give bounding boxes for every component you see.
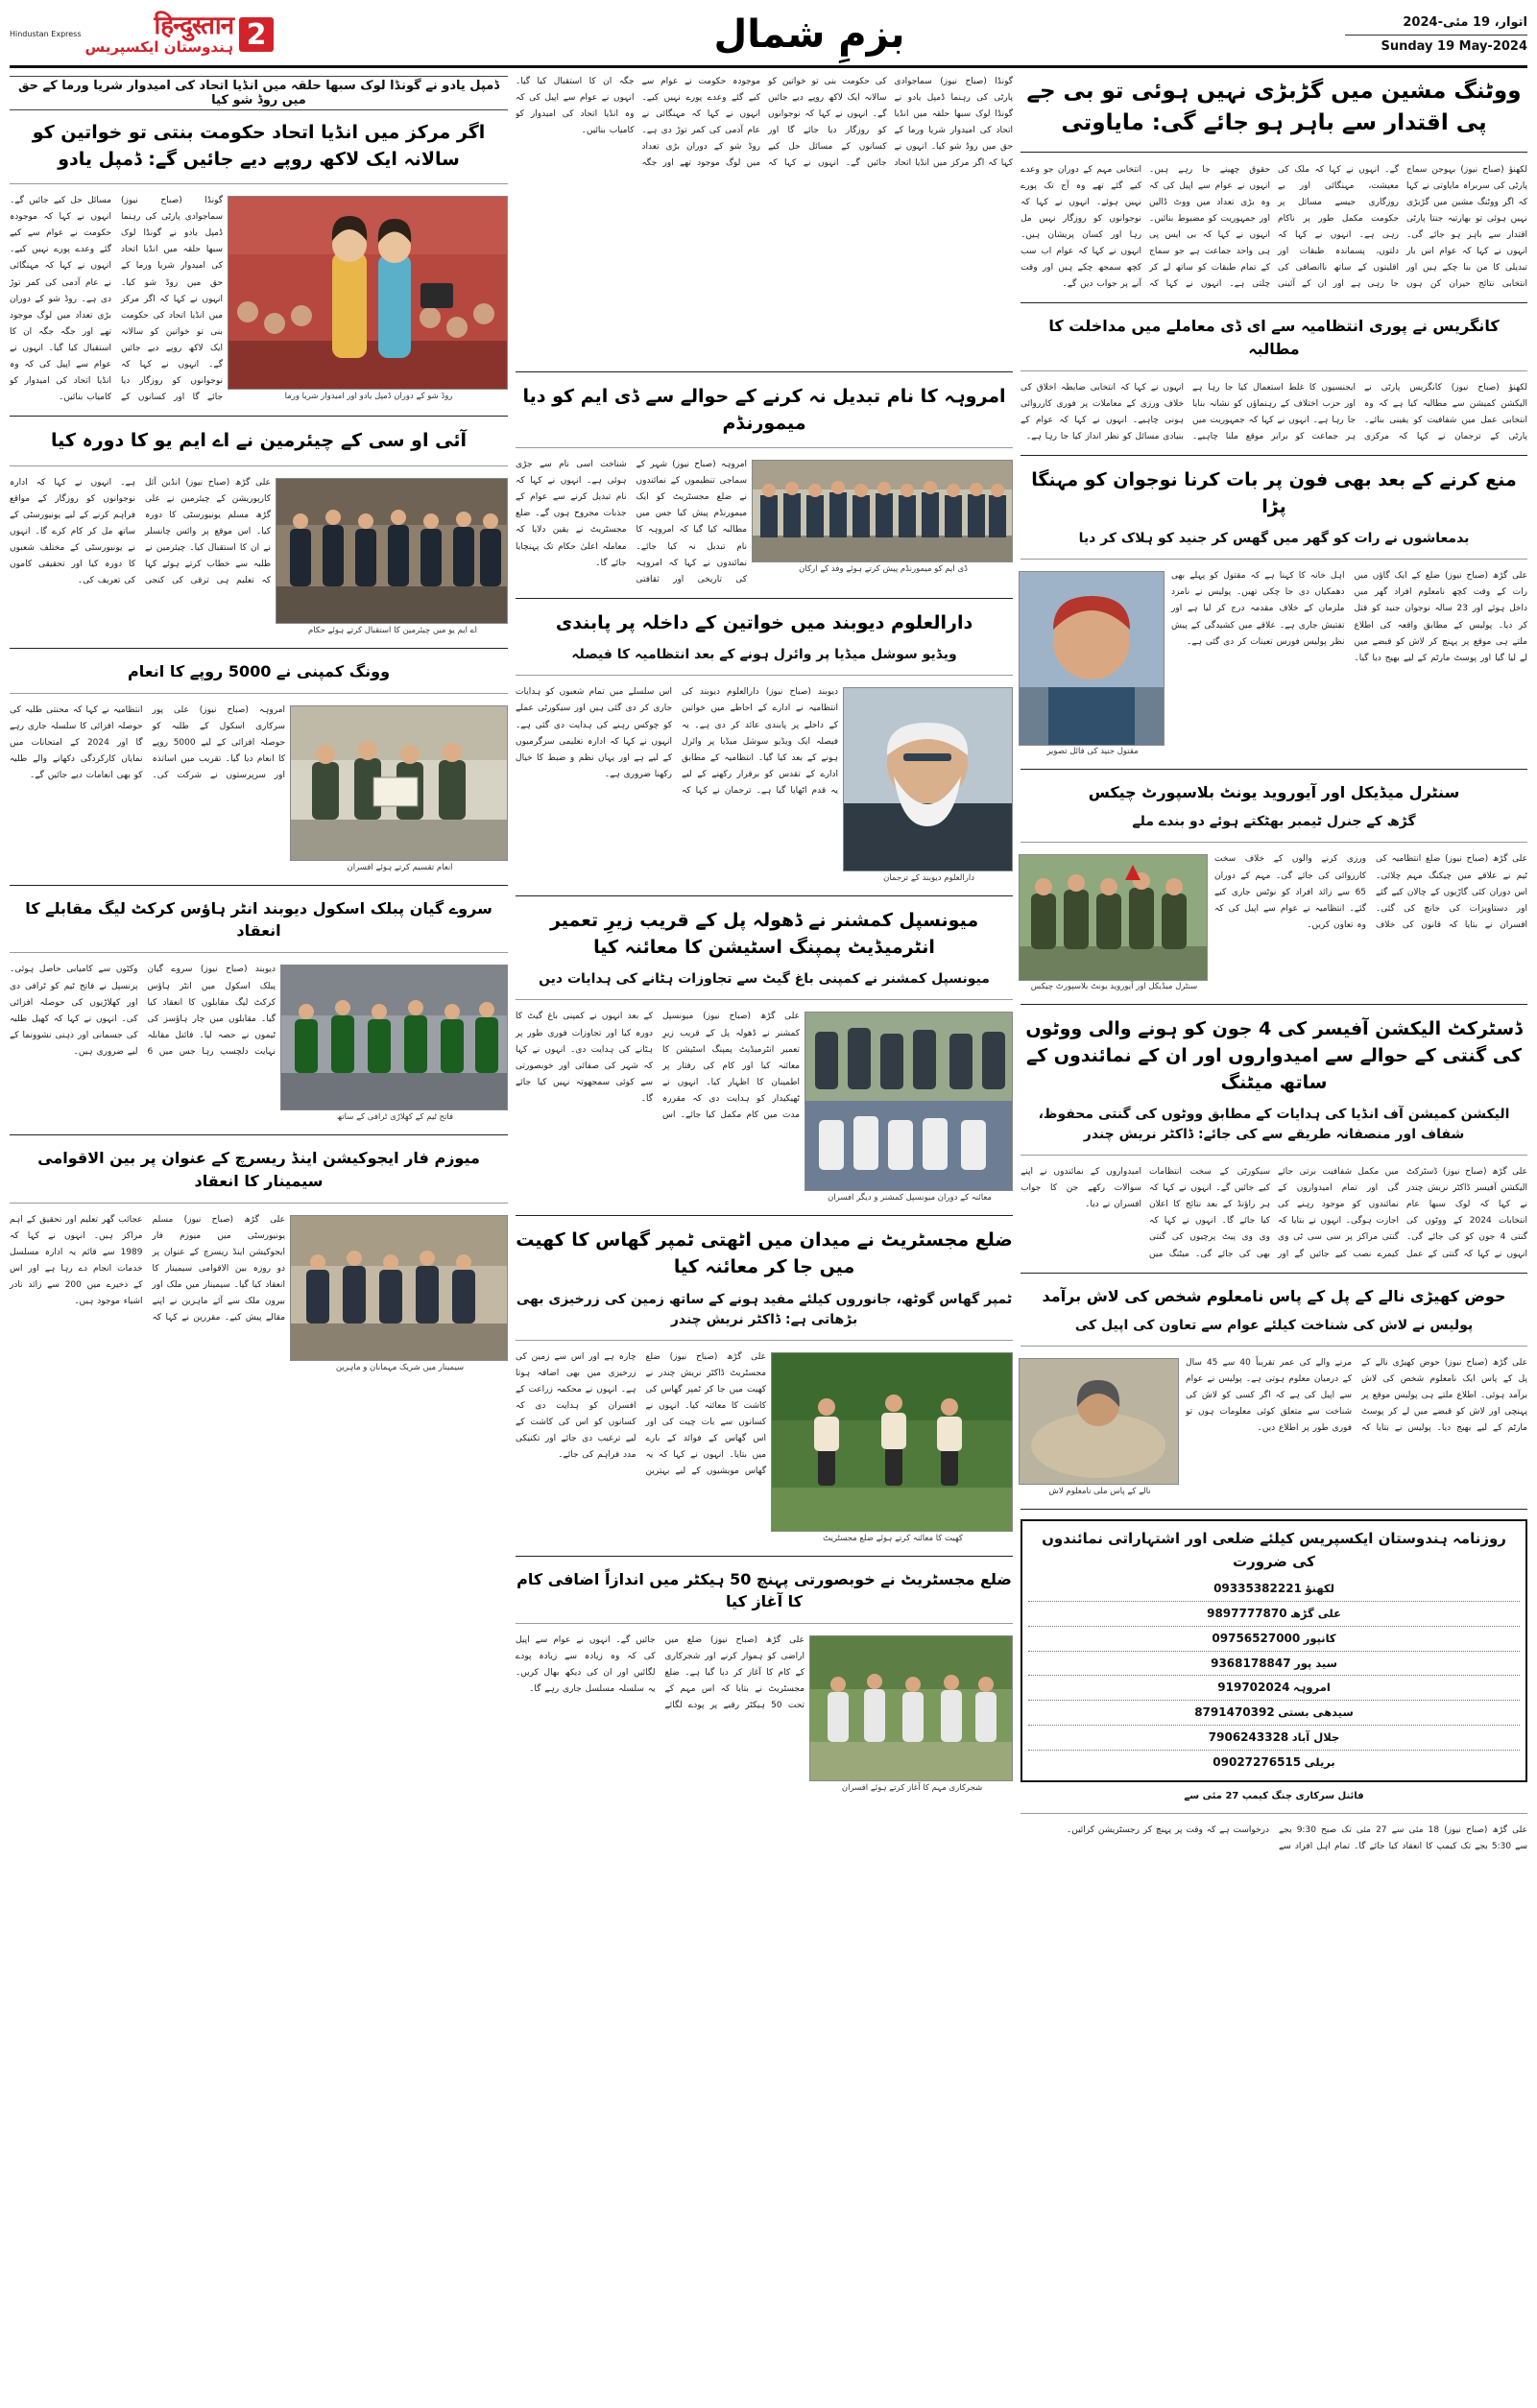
story2-flow bbox=[10, 475, 508, 638]
story1-figure bbox=[754, 460, 1013, 585]
story3-flow bbox=[1021, 568, 1527, 759]
story2-headline: دارالعلوم دیوبند میں خواتین کے داخلہ پر پابندی bbox=[555, 611, 973, 633]
story6-figure bbox=[1021, 1358, 1179, 1496]
story4-flow bbox=[516, 1349, 1013, 1546]
brand-urdu: ہندوستان ایکسپریس bbox=[84, 38, 233, 56]
ad-entry bbox=[1028, 1602, 1520, 1627]
story3-headline: منع کرنے کے بعد بھی فون پر بات کرنا نوجوان کو مہنگا پڑا bbox=[1031, 469, 1517, 517]
story3-subhead: بدمعاشوں نے رات کو گھر میں گھس کر جنید کو ہلاک کر دیا bbox=[1078, 531, 1470, 547]
ad-entry bbox=[1028, 1627, 1520, 1652]
ad-city: بریلی bbox=[1304, 1755, 1335, 1770]
notice-title: فائنل سرکاری چنگ کیمپ 27 مئی سے bbox=[1184, 1790, 1364, 1801]
ad-phone: 9368178847 bbox=[1211, 1656, 1291, 1670]
masthead-title-wrap bbox=[274, 8, 1345, 61]
ad-city: سید پور bbox=[1294, 1656, 1337, 1670]
column-right bbox=[1021, 74, 1527, 1855]
photo-dimple-yadav-roadshow bbox=[228, 196, 508, 390]
ad-entry bbox=[1028, 1676, 1520, 1701]
story5-caption: سیمینار میں شریک مہمانان و ماہرین bbox=[335, 1362, 465, 1372]
ad-entry bbox=[1028, 1652, 1520, 1677]
story4-headline: سروے گیان پبلک اسکول دیوبند انٹر ہاؤس کرکٹ لیگ مقابلے کا انعقاد bbox=[25, 899, 492, 941]
story5-headline: ضلع مجسٹریٹ نے خوبصورتی پہنچ 50 ہیکٹر میں اندازاً اضافی کام کا آغاز کیا bbox=[516, 1569, 1012, 1610]
ad-city: علی گڑھ bbox=[1290, 1606, 1341, 1620]
date-urdu: اتوار، 19 مئی-2024 bbox=[1345, 13, 1527, 36]
story6-headline: حوض کھیڑی نالے کے پل کے پاس نامعلوم شخص کی لاش برآمد bbox=[1042, 1286, 1506, 1305]
ad-phone: 09756527000 bbox=[1212, 1631, 1301, 1645]
story1-figure bbox=[229, 196, 508, 403]
story4-figure bbox=[282, 965, 508, 1122]
story3-caption: انعام تقسیم کرتے ہوئے افسران bbox=[347, 863, 453, 873]
photo-field-inspection bbox=[771, 1352, 1013, 1532]
ad-city: جلال آباد bbox=[1291, 1730, 1340, 1745]
story4-body: علی گڑھ (صباح نیوز) ضلع انتظامیہ کی ٹیم نے علاقے میں چیکنگ مہم چلائی۔ اس دوران کئی گاڑیوں کے چالان کیے گئے اور دستاویزات کی جانچ کی گئی۔ افسران نے بتایا کہ قانون کی خلاف ورزی کرنے والوں کے خلاف سخت کارروائی کی جائے گی۔ مہم کے دوران 65 سے زائد افراد کو نوٹس جاری کیے گئے۔ انتظامیہ نے عوام سے اپیل کی کہ وہ تعاون کریں۔ bbox=[1214, 854, 1527, 930]
story3-headline: میونسپل کمشنر نے ڈھولہ پل کے قریب زیرِ تعمیر انٹرمیڈیٹ پمپنگ اسٹیشن کا معائنہ کیا bbox=[549, 910, 979, 958]
story1-caption: روڈ شو کے دوران ڈمپل یادو اور امیدوار شریا ورما bbox=[284, 392, 453, 402]
ad-phone: 09027276515 bbox=[1213, 1755, 1302, 1770]
story5-body: علی گڑھ (صباح نیوز) ڈسٹرکٹ الیکشن آفیسر ڈاکٹر نریش چندر نے کہا کہ لوک سبھا عام انتخابات 2024 کے ووٹوں کی گنتی 4 جون کو کی جائے گی۔ انہوں نے کہا کہ گنتی کے عمل میں مکمل شفافیت برتی جائے گی اور تمام امیدواروں کے نمائندوں کو موجود رہنے کی اجازت ہوگی۔ انہوں نے بتایا کہ گنتی مراکز پر سی سی ٹی وی کیمرے نصب کیے جائیں گے اور سیکورٹی کے سخت انتظامات کیے جائیں گے۔ انہوں نے کہا کہ ہر راؤنڈ کے بعد نتائج کا اعلان کیا جائے گا۔ انہوں نے کہا کہ وی وی پیٹ پرچیوں کی گنتی بھی کی جائے گی۔ میٹنگ میں امیدواروں کے نمائندوں نے اپنے سوالات رکھے جن کا جواب افسران نے دیا۔ bbox=[1021, 1167, 1527, 1259]
photo-plantation-drive bbox=[809, 1635, 1013, 1781]
story2-body: دیوبند (صباح نیوز) دارالعلوم دیوبند کی انتظامیہ نے ادارے کے احاطے میں خواتین کے داخلے پر پابندی عائد کر دی ہے۔ یہ فیصلہ ایک ویڈیو سوشل میڈیا پر وائرل ہونے کے بعد کیا گیا۔ انتظامیہ کے مطابق ادارے کے تقدس کو برقرار رکھنے کے لیے یہ قدم اٹھایا گیا ہے۔ ترجمان نے کہا کہ اس سلسلے میں تمام شعبوں کو ہدایات جاری کر دی گئی ہیں اور سیکورٹی عملے کو چوکس رہنے کی ہدایت دی گئی ہے۔ انہوں نے کہا کہ ادارہ تعلیمی سرگرمیوں کے لیے ہے اور یہاں نظم و ضبط کا خیال رکھنا ضروری ہے۔ bbox=[516, 687, 839, 796]
lead-headline: ووٹنگ مشین میں گڑبڑی نہیں ہوئی تو بی جے پی اقتدار سے باہر ہو جائے گی: مایاوتی bbox=[1026, 79, 1522, 136]
story2-figure bbox=[845, 687, 1013, 883]
story2-headline: آئی او سی کے چیئرمین نے اے ایم یو کا دورہ کیا bbox=[51, 430, 467, 452]
story5-flow bbox=[10, 1212, 508, 1375]
masthead-brand bbox=[10, 8, 274, 61]
photo-unidentified-body bbox=[1019, 1358, 1179, 1485]
story3-flow bbox=[516, 1009, 1013, 1205]
story4-subhead: گڑھ کے جنرل ٹیمبر بھٹکتے ہوئے دو بندے ملے bbox=[1132, 814, 1416, 830]
photo-police-group bbox=[1019, 854, 1208, 981]
story4-caption: فاتح ٹیم کے کھلاڑی ٹرافی کے ساتھ bbox=[336, 1112, 454, 1123]
story2-body: علی گڑھ (صباح نیوز) انڈین آئل کارپوریشن کے چیئرمین نے علی گڑھ مسلم یونیورسٹی کا دورہ کیا۔ اس موقع پر وائس چانسلر نے ان کا استقبال کیا۔ چیئرمین نے طلبہ سے خطاب کرتے ہوئے کہا کہ تعلیم ہی ترقی کی کنجی ہے۔ انہوں نے کہا کہ ادارہ نوجوانوں کو روزگار کے مواقع فراہم کرنے کے لیے یونیورسٹی کے ساتھ مل کر کام کرے گا۔ انہوں نے یونیورسٹی کے مختلف شعبوں کا دورہ کیا اور تحقیقی کاموں کی تعریف کی۔ bbox=[10, 477, 272, 586]
story5-headline: میوزم فار ایجوکیشن اینڈ ریسرچ کے عنوان پر بین الاقوامی سیمینار کا انعقاد bbox=[37, 1149, 480, 1190]
ad-entry bbox=[1028, 1701, 1520, 1726]
story2-headline: کانگریس نے پوری انتظامیہ سے ای ڈی معاملے میں مداخلت کا مطالبہ bbox=[1048, 317, 1500, 358]
story2-caption: دارالعلوم دیوبند کے ترجمان bbox=[883, 873, 974, 884]
story6-caption: نالے کے پاس ملی نامعلوم لاش bbox=[1048, 1486, 1151, 1496]
story1-flow bbox=[516, 457, 1013, 588]
story6-subhead: پولیس نے لاش کی شناخت کیلئے عوام سے تعاون کی اپیل کی bbox=[1074, 1317, 1474, 1333]
brand-logo bbox=[10, 13, 233, 56]
photo-memorandum-delegation bbox=[752, 460, 1013, 562]
story3-body: علی گڑھ (صباح نیوز) ضلع کے ایک گاؤں میں رات کے وقت کچھ نامعلوم افراد گھر میں داخل ہوئے اور 23 سالہ نوجوان جنید کو قتل کر دیا۔ پولیس کے مطابق واقعہ کی اطلاع ملتے ہی موقع پر پہنچ کر لاش کو قبضے میں لے لیا گیا اور پوسٹ مارٹم کے لیے بھیج دیا گیا۔ اہل خانہ کا کہنا ہے کہ مقتول کو پہلے بھی دھمکیاں دی جا چکی تھیں۔ پولیس نے نامزد ملزمان کے خلاف مقدمہ درج کر لیا ہے اور تفتیش جاری ہے۔ علاقے میں کشیدگی کے پیش نظر پولیس فورس تعینات کر دی گئی ہے۔ bbox=[1171, 571, 1527, 663]
lead-body: لکھنؤ (صباح نیوز) بہوجن سماج پارٹی کی سربراہ مایاوتی نے کہا کہ اگر ووٹنگ مشین میں گڑبڑی نہیں ہوئی تو بھارتیہ جنتا پارٹی اقتدار سے باہر ہو جائے گی۔ انہوں نے کہا کہ عوام اس بار تبدیلی کا من بنا چکے ہیں اور انتخابی نتائج حیران کن ہوں گے۔ انہوں نے کہا کہ ملک کی معیشت، مہنگائی اور بے روزگاری جیسے مسائل پر حکومت مکمل طور پر ناکام رہی ہے۔ انہوں نے کہا کہ دلتوں، پسماندہ طبقات اور اقلیتوں کے ساتھ ناانصافی کی جا رہی ہے اور ان کے آئینی حقوق چھینے جا رہے ہیں۔ انہوں نے عوام سے اپیل کی کہ وہ بڑی تعداد میں ووٹ ڈالیں اور جمہوریت کو مضبوط بنائیں۔ انہوں نے کہا کہ بی ایس پی ہی واحد جماعت ہے جو سماج کے تمام طبقات کو ساتھ لے کر چلتی ہے۔ انہوں نے کہا کہ انتخابی مہم کے دوران جو وعدے کیے گئے تھے وہ آج تک پورے نہیں ہوئے۔ انہوں نے کہا کہ نوجوانوں کو روزگار نہیں مل رہا اور کسان پریشان ہیں۔ انہوں نے کہا کہ عوام اب سب کچھ سمجھ چکے ہیں اور وقت آنے پر جواب دیں گے۔ bbox=[1021, 164, 1527, 290]
story4-caption: کھیت کا معائنہ کرتے ہوئے ضلع مجسٹریٹ bbox=[823, 1533, 963, 1543]
story4-figure bbox=[773, 1352, 1013, 1543]
ad-phone: 09335382221 bbox=[1213, 1581, 1302, 1595]
ad-city: امروہہ bbox=[1292, 1681, 1331, 1695]
ad-entry bbox=[1028, 1751, 1520, 1775]
story4-headline: ضلع مجسٹریٹ نے میدان میں اٹھتی ٹمپر گھاس کا کھیت میں جا کر معائنہ کیا bbox=[516, 1229, 1013, 1278]
story1-body: امروہہ (صباح نیوز) شہر کے سماجی تنظیموں کے نمائندوں نے ضلع مجسٹریٹ کو ایک میمورنڈم پیش کیا جس میں مطالبہ کیا گیا کہ امروہہ کا نام تبدیل نہ کیا جائے۔ نمائندوں نے کہا کہ امروہہ کی تاریخی اور ثقافتی شناخت اسی نام سے جڑی ہوئی ہے۔ انہوں نے کہا کہ نام تبدیل کرنے سے عوام کے جذبات مجروح ہوں گے۔ ضلع مجسٹریٹ نے یقین دلایا کہ معاملہ اعلیٰ حکام تک پہنچایا جائے گا۔ bbox=[516, 460, 748, 584]
column-left bbox=[10, 74, 508, 1855]
story3-body: علی گڑھ (صباح نیوز) میونسپل کمشنر نے ڈھولہ پل کے قریب زیرِ تعمیر انٹرمیڈیٹ پمپنگ اسٹیشن کا معائنہ کیا اور کام کی رفتار پر اطمینان کا اظہار کیا۔ انہوں نے ٹھیکیدار کو ہدایت دی کہ مقررہ مدت میں کام مکمل کیا جائے۔ اس کے بعد انہوں نے کمپنی باغ گیٹ کا دورہ کیا اور تجاوزات فوری طور پر ہٹانے کی ہدایت دی۔ انہوں نے کہا کہ شہر کی صفائی اور خوبصورتی سے کوئی سمجھوتہ نہیں کیا جائے گا۔ bbox=[516, 1012, 801, 1121]
page-columns bbox=[10, 74, 1527, 1855]
ad-phone: 9897777870 bbox=[1207, 1606, 1287, 1620]
story4-figure bbox=[1021, 854, 1208, 991]
ad-phone: 7906243328 bbox=[1208, 1730, 1289, 1745]
photo-pumping-station-inspection bbox=[805, 1012, 1013, 1191]
story5-caption: شجرکاری مہم کا آغاز کرتے ہوئے افسران bbox=[841, 1782, 983, 1793]
story5-headline: ڈسٹرکٹ الیکشن آفیسر کی 4 جون کو ہونے والی ووٹوں کی گنتی کے حوالے سے امیدواروں اور ان کے نمائندوں کے ساتھ میٹنگ bbox=[1025, 1018, 1523, 1093]
story5-figure bbox=[292, 1215, 508, 1372]
story2-subhead: ویڈیو سوشل میڈیا پر وائرل ہونے کے بعد انتظامیہ کا فیصلہ bbox=[571, 647, 957, 663]
classified-ad-box bbox=[1021, 1519, 1527, 1782]
story5-body: علی گڑھ (صباح نیوز) ضلع میں اراضی کو ہموار کرنے اور شجرکاری کے کام کا آغاز کر دیا گیا ہے۔ ضلع مجسٹریٹ نے بتایا کہ اس مہم کے تحت 50 ہیکٹر رقبے پر پودے لگائے جائیں گے۔ انہوں نے عوام سے اپیل کی کہ وہ زیادہ سے زیادہ پودے لگائیں اور ان کی دیکھ بھال کریں۔ یہ سلسلہ مسلسل جاری رہے گا۔ bbox=[516, 1634, 805, 1711]
ad-entry bbox=[1028, 1577, 1520, 1602]
column-middle-spacer bbox=[516, 74, 1013, 362]
story6-flow bbox=[1021, 1355, 1527, 1499]
story5-body: علی گڑھ (صباح نیوز) مسلم یونیورسٹی میں میوزم فار ایجوکیشن اینڈ ریسرچ کے عنوان پر دو روزہ بین الاقوامی سیمینار کا انعقاد کیا گیا۔ سیمینار میں ملک اور بیرون ملک سے آئے ماہرین نے اپنے مقالے پیش کیے۔ مقررین نے کہا کہ عجائب گھر تعلیم اور تحقیق کے اہم مراکز ہیں۔ انہوں نے کہا کہ 1989 سے قائم یہ ادارہ مسلسل خدمات انجام دے رہا ہے اور اس کے ذخیرے میں 200 سے زائد نادر اشیاء موجود ہیں۔ bbox=[10, 1214, 286, 1323]
story1-caption: ڈی ایم کو میمورنڈم پیش کرتے ہوئے وفد کے ارکان bbox=[799, 564, 968, 575]
story4-caption: سنٹرل میڈیکل اور آیوروید یونٹ بلاسپورٹ چیکس bbox=[1030, 982, 1198, 992]
story5-flow bbox=[516, 1633, 1013, 1796]
masthead-date bbox=[1345, 8, 1527, 61]
ad-title: روزنامہ ہندوستان ایکسپریس کیلئے ضلعی اور اشتہاراتی نمائندوں کی ضرورت bbox=[1042, 1529, 1506, 1570]
photo-cricket-team bbox=[280, 965, 508, 1110]
story3-caption: معائنہ کے دوران میونسپل کمشنر و دیگر افسران bbox=[828, 1193, 992, 1204]
story3-figure bbox=[806, 1012, 1013, 1203]
story3-caption: مقتول جنید کی فائل تصویر bbox=[1046, 747, 1139, 757]
kicker: ڈمپل یادو نے گونڈا لوک سبھا حلقہ میں انڈیا اتحاد کی امیدوار شریا ورما کے حق میں روڈ شو کیا bbox=[10, 76, 508, 110]
story3-body: امروہہ (صباح نیوز) علی پور سرکاری اسکول کے طلبہ کو حوصلہ افزائی کے لیے 5000 روپے کا انعام دیا گیا۔ تقریب میں اساتذہ اور سرپرستوں نے شرکت کی۔ انتظامیہ نے کہا کہ محنتی طلبہ کی حوصلہ افزائی کا سلسلہ جاری رہے گا اور 2024 کے امتحانات میں نمایاں کارکردگی دکھانے والے طلبہ کو بھی انعامات دیے جائیں گے۔ bbox=[10, 705, 286, 781]
story3-subhead: میونسپل کمشنر نے کمپنی باغ گیٹ سے تجاوزات ہٹانے کی ہدایات دیں bbox=[539, 971, 990, 988]
date-english: Sunday 19 May-2024 bbox=[1381, 38, 1527, 54]
story4-body: علی گڑھ (صباح نیوز) ضلع مجسٹریٹ ڈاکٹر نریش چندر نے کھیت میں جا کر ٹمپر گھاس کی کاشت کا معائنہ کیا۔ انہوں نے کسانوں سے بات چیت کی اور اس گھاس کے فوائد کے بارے میں بتایا۔ انہوں نے کہا کہ یہ گھاس مویشیوں کے لیے بہترین چارہ ہے اور اس سے زمین کی زرخیزی میں بھی اضافہ ہوتا ہے۔ انہوں نے محکمہ زراعت کے افسران کو ہدایت دی کہ کسانوں کو اس کی کاشت کے لیے ترغیب دی جائے اور تکنیکی مدد فراہم کی جائے۔ bbox=[516, 1351, 767, 1477]
page-title: بزمِ شمال bbox=[713, 12, 905, 57]
ad-entry bbox=[1028, 1726, 1520, 1751]
ad-phone: 919702024 bbox=[1217, 1681, 1290, 1695]
story5-figure bbox=[811, 1635, 1013, 1793]
notice-body: علی گڑھ (صباح نیوز) 18 مئی سے 27 مئی تک صبح 9:30 بجے سے 5:30 بجے تک کیمپ کا انعقاد کیا جائے گا۔ تمام اہل افراد سے درخواست ہے کہ وقت پر پہنچ کر رجسٹریشن کرائیں۔ bbox=[1066, 1824, 1528, 1852]
story4-body: دیوبند (صباح نیوز) سروے گیان پبلک اسکول میں انٹر ہاؤس کرکٹ لیگ مقابلوں کا انعقاد کیا گیا۔ مقابلوں میں چار ہاؤسز کی ٹیموں نے حصہ لیا۔ فائنل مقابلہ نہایت دلچسپ رہا جس میں 6 وکٹوں سے کامیابی حاصل ہوئی۔ پرنسپل نے فاتح ٹیم کو ٹرافی دی اور کھلاڑیوں کی حوصلہ افزائی کی۔ انہوں نے کہا کہ کھیل طلبہ کی جسمانی اور ذہنی نشوونما کے لیے ضروری ہیں۔ bbox=[10, 965, 276, 1057]
continuation-text: گونڈا (صباح نیوز) سماجوادی پارٹی کی رہنما ڈمپل یادو نے گونڈا لوک سبھا حلقہ میں انڈیا اتحاد کی امیدوار شریا ورما کے حق میں روڈ شو کیا۔ انہوں نے کہا کہ اگر مرکز میں انڈیا اتحاد کی حکومت بنی تو خواتین کو سالانہ ایک لاکھ روپے دیے جائیں گے۔ انہوں نے کہا کہ نوجوانوں کو روزگار دیا جائے گا اور کسانوں کے مسائل حل کیے جائیں گے۔ انہوں نے کہا کہ موجودہ حکومت نے عوام سے کیے گئے وعدے پورے نہیں کیے۔ انہوں نے کہا کہ مہنگائی نے عام آدمی کی کمر توڑ دی ہے۔ روڈ شو کے دوران بڑی تعداد میں لوگ موجود تھے اور جگہ جگہ ان کا استقبال کیا گیا۔ انہوں نے عوام سے اپیل کی کہ وہ انڈیا اتحاد کی امیدوار کو کامیاب بنائیں۔ bbox=[516, 77, 1014, 169]
brand-english: Hindustan Express bbox=[10, 29, 82, 38]
photo-prize-distribution bbox=[290, 705, 508, 861]
ad-city: سیدھی بستی bbox=[1278, 1705, 1354, 1720]
story3-figure bbox=[1021, 571, 1165, 756]
masthead bbox=[10, 8, 1527, 68]
story4-subhead: ٹمپر گھاس گوٹھ، جانوروں کیلئے مفید ہونے کے ساتھ زمین کی زرخیزی بھی بڑھاتی ہے: ڈاکٹر نریش چندر bbox=[516, 1291, 1013, 1327]
page-number: 2 bbox=[239, 17, 274, 52]
story2-figure bbox=[277, 478, 508, 635]
ad-city: کانپور bbox=[1303, 1631, 1336, 1645]
story1-flow bbox=[10, 193, 508, 406]
story4-headline: سنٹرل میڈیکل اور آیوروید یونٹ بلاسپورٹ چیکس bbox=[1088, 783, 1460, 802]
story3-figure bbox=[292, 705, 508, 872]
story4-flow bbox=[1021, 851, 1527, 994]
ad-phone: 8791470392 bbox=[1194, 1705, 1275, 1720]
brand-hindi: हिन्दुस्तान bbox=[154, 12, 233, 40]
story6-body: علی گڑھ (صباح نیوز) حوض کھیڑی نالے کے پل کے پاس ایک نامعلوم شخص کی لاش برآمد ہوئی۔ اطلاع ملتے ہی پولیس موقع پر پہنچی اور لاش کو قبضے میں لے کر پوسٹ مارٹم کے لیے بھیج دیا۔ پولیس نے بتایا کہ مرنے والے کی عمر تقریباً 40 سے 45 سال کے درمیان معلوم ہوتی ہے۔ پولیس نے عوام سے اپیل کی ہے کہ اگر کسی کو لاش کی شناخت سے متعلق کوئی معلومات ہوں تو فوری طور پر اطلاع دیں۔ bbox=[1186, 1357, 1527, 1434]
story3-flow bbox=[10, 703, 508, 875]
photo-museum-seminar bbox=[290, 1215, 508, 1361]
story1-headline: اگر مرکز میں انڈیا اتحاد حکومت بنتی تو خواتین کو سالانہ ایک لاکھ روپے دیے جائیں گے: ڈمپل یادو bbox=[32, 122, 486, 170]
story2-body: لکھنؤ (صباح نیوز) کانگریس پارٹی نے الیکشن کمیشن سے مطالبہ کیا ہے کہ وہ انتخابی عمل میں شفافیت کو یقینی بنائے۔ پارٹی کے ترجمان نے کہا کہ مرکزی ایجنسیوں کا غلط استعمال کیا جا رہا ہے اور حزب اختلاف کے رہنماؤں کو نشانہ بنایا جا رہا ہے۔ انہوں نے کہا کہ جمہوریت میں ہر جماعت کو برابر موقع ملنا چاہیے۔ انہوں نے کہا کہ انتخابی ضابطہ اخلاق کی خلاف ورزی کے معاملات پر فوری کارروائی ہونی چاہیے۔ انہوں نے کہا کہ عوام کے بنیادی مسائل کو نظر انداز کیا جا رہا ہے۔ bbox=[1021, 382, 1527, 442]
story1-body: گونڈا (صباح نیوز) سماجوادی پارٹی کی رہنما ڈمپل یادو نے گونڈا لوک سبھا حلقہ میں انڈیا اتحاد کی امیدوار شریا ورما کے حق میں روڈ شو کیا۔ انہوں نے کہا کہ اگر مرکز میں انڈیا اتحاد کی حکومت بنی تو خواتین کو سالانہ ایک لاکھ روپے دیے جائیں گے۔ انہوں نے کہا کہ نوجوانوں کو روزگار دیا جائے گا اور کسانوں کے مسائل حل کیے جائیں گے۔ انہوں نے کہا کہ موجودہ حکومت نے عوام سے کیے گئے وعدے پورے نہیں کیے۔ انہوں نے کہا کہ مہنگائی نے عام آدمی کی کمر توڑ دی ہے۔ روڈ شو کے دوران بڑی تعداد میں لوگ موجود تھے اور جگہ جگہ ان کا استقبال کیا گیا۔ انہوں نے عوام سے اپیل کی کہ وہ انڈیا اتحاد کی امیدوار کو کامیاب بنائیں۔ bbox=[10, 196, 224, 403]
photo-murder-victim bbox=[1019, 571, 1165, 746]
ad-city: لکھنؤ bbox=[1305, 1581, 1334, 1595]
story3-headline: وونگ کمپنی نے 5000 روپے کا انعام bbox=[128, 661, 391, 680]
story4-flow bbox=[10, 962, 508, 1125]
photo-darul-uloom-spokesperson bbox=[843, 687, 1013, 871]
story2-caption: اے ایم یو میں چیئرمین کا استقبال کرتے ہوئے حکام bbox=[308, 625, 477, 635]
story2-flow bbox=[516, 684, 1013, 886]
story5-subhead: الیکشن کمیشن آف انڈیا کی ہدایات کے مطابق ووٹوں کی گنتی محفوظ، شفاف اور منصفانہ طریقے سے کی جائے: ڈاکٹر نریش چندر bbox=[1038, 1107, 1510, 1143]
story1-headline: امروہہ کا نام تبدیل نہ کرنے کے حوالے سے ڈی ایم کو دیا میمورنڈم bbox=[522, 386, 1006, 434]
photo-ioc-chairman-amu-visit bbox=[276, 478, 508, 624]
column-middle bbox=[516, 74, 1013, 1855]
